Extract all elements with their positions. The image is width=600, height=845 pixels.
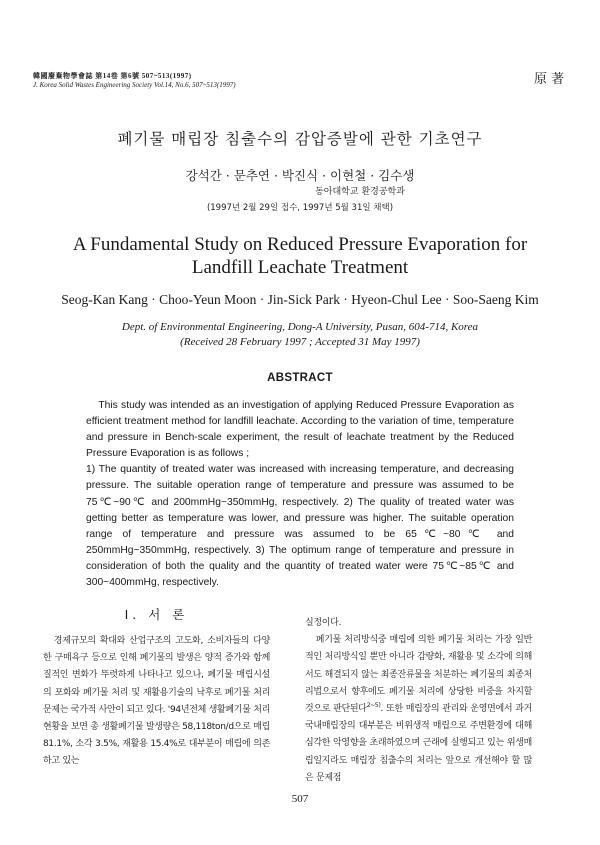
abstract-paragraph-1: This study was intended as an investigation of applying Reduced Pressure Evaporation as efficient treatment method for landfill leachate. According to the variation of time, temperature and pressure in Bench-scale experiment, the result of leachate treatment by the Reduced Pressure Evaporation is as follows ;	[86, 400, 514, 460]
authors-korean: 강석간 · 문추연 · 박진식 · 이현철 · 김수생	[185, 168, 415, 183]
department-english: Dept. of Environmental Engineering, Dong-A University, Pusan, 604-714, Korea	[121, 321, 479, 333]
received-date-english: (Received 28 February 1997 ; Accepted 31 May 1997)	[180, 336, 420, 348]
intro-paragraph-2-text: 폐기물 처리방식중 매립에 의한 폐기물 처리는 가장 일반적인 처리방식일 뿐만 아니라 감량화, 재활용 및 소각에 의해서도 해결되지 않는 최종잔류물을 처분하는 폐기물의 최종처리법으로서 향후에도 폐기물 처리에 상당한 비중을 차지할 것으로 판단된다	[305, 635, 532, 715]
title-english-line2: Landfill Leachate Treatment	[191, 257, 409, 278]
intro-continuation: 실정이다.	[305, 618, 342, 628]
intro-paragraph-2	[305, 632, 532, 787]
article-type-badge: 原著	[533, 72, 568, 87]
title-english-line1: A Fundamental Study on Reduced Pressure Evaporation for	[72, 234, 528, 255]
abstract-body	[86, 398, 514, 591]
body-column-left	[43, 633, 270, 771]
title-korean: 폐기물 매립장 침출수의 감압증발에 관한 기초연구	[117, 130, 483, 148]
page-number: 507	[291, 793, 309, 805]
section-heading-introduction: Ⅰ. 서 론	[124, 607, 189, 622]
journal-header-english: J. Korea Solid Wastes Engineering Society Vol.14, No.6, 507~513(1997)	[33, 81, 236, 89]
intro-paragraph-1: 경제규모의 확대와 산업구조의 고도화, 소비자들의 다양한 구매욕구 등으로 인해 폐기물의 발생은 양적 증가와 함께 질적인 변화가 뚜렷하게 나타나고 있으나, 폐기물 매립시설의 포화와 폐기물 처리 및 재활용기술의 낙후로 폐기물 처리문제는 국가적 사안이 되고 있다. '94년전체 생활폐기물 처리현황을 보면 총 생활폐기물 발생량은 58,118ton/d으로 매립 81.1%, 소각 3.5%, 재활용 15.4%로 대부분이 매립에 의존하고 있는	[43, 636, 270, 767]
abstract-heading: ABSTRACT	[267, 372, 333, 384]
journal-header-korean: 韓國廢棄物學會誌 第14卷 第6號 507~513(1997)	[33, 72, 192, 80]
authors-english: Seog-Kan Kang · Choo-Yeun Moon · Jin-Sick Park · Hyeon-Chul Lee · Soo-Saeng Kim	[61, 292, 539, 307]
body-column-right	[305, 615, 532, 787]
affiliation-korean: 동아대학교 환경공학과	[315, 187, 405, 197]
citation-reference: 2~5)	[366, 702, 381, 710]
abstract-paragraph-2: 1) The quantity of treated water was increased with increasing temperature, and decreasing pressure. The suitable operation range of temperature and pressure was assumed to be 75℃~90℃ and 200mmHg~350mmHg, respectively. 2) The quality of treated water was getting better as temperature was lower, and pressure was higher. The suitable operation range of temperature and pressure was assumed to be 65℃~80℃ and 250mmHg~350mmHg, respectively. 3) The optimum range of temperature and pressure in consideration of both the quality and the quantity of treated water were 75℃~85℃ and 300~400mmHg, respectively.	[86, 464, 514, 589]
received-date-korean: (1997년 2월 29일 접수, 1997년 5월 31일 채택)	[206, 203, 394, 213]
intro-paragraph-2-tail: . 또한 매립장의 관리와 운영면에서 과거 국내매립장의 대부분은 비위생적 매립으로 주변환경에 대해 심각한 악영향을 초래하였으며 근래에 실행되고 있는 위생매립일지라도 매립장 침출수의 처리는 앞으로 개선해야 할 많은 문제점	[305, 704, 532, 783]
